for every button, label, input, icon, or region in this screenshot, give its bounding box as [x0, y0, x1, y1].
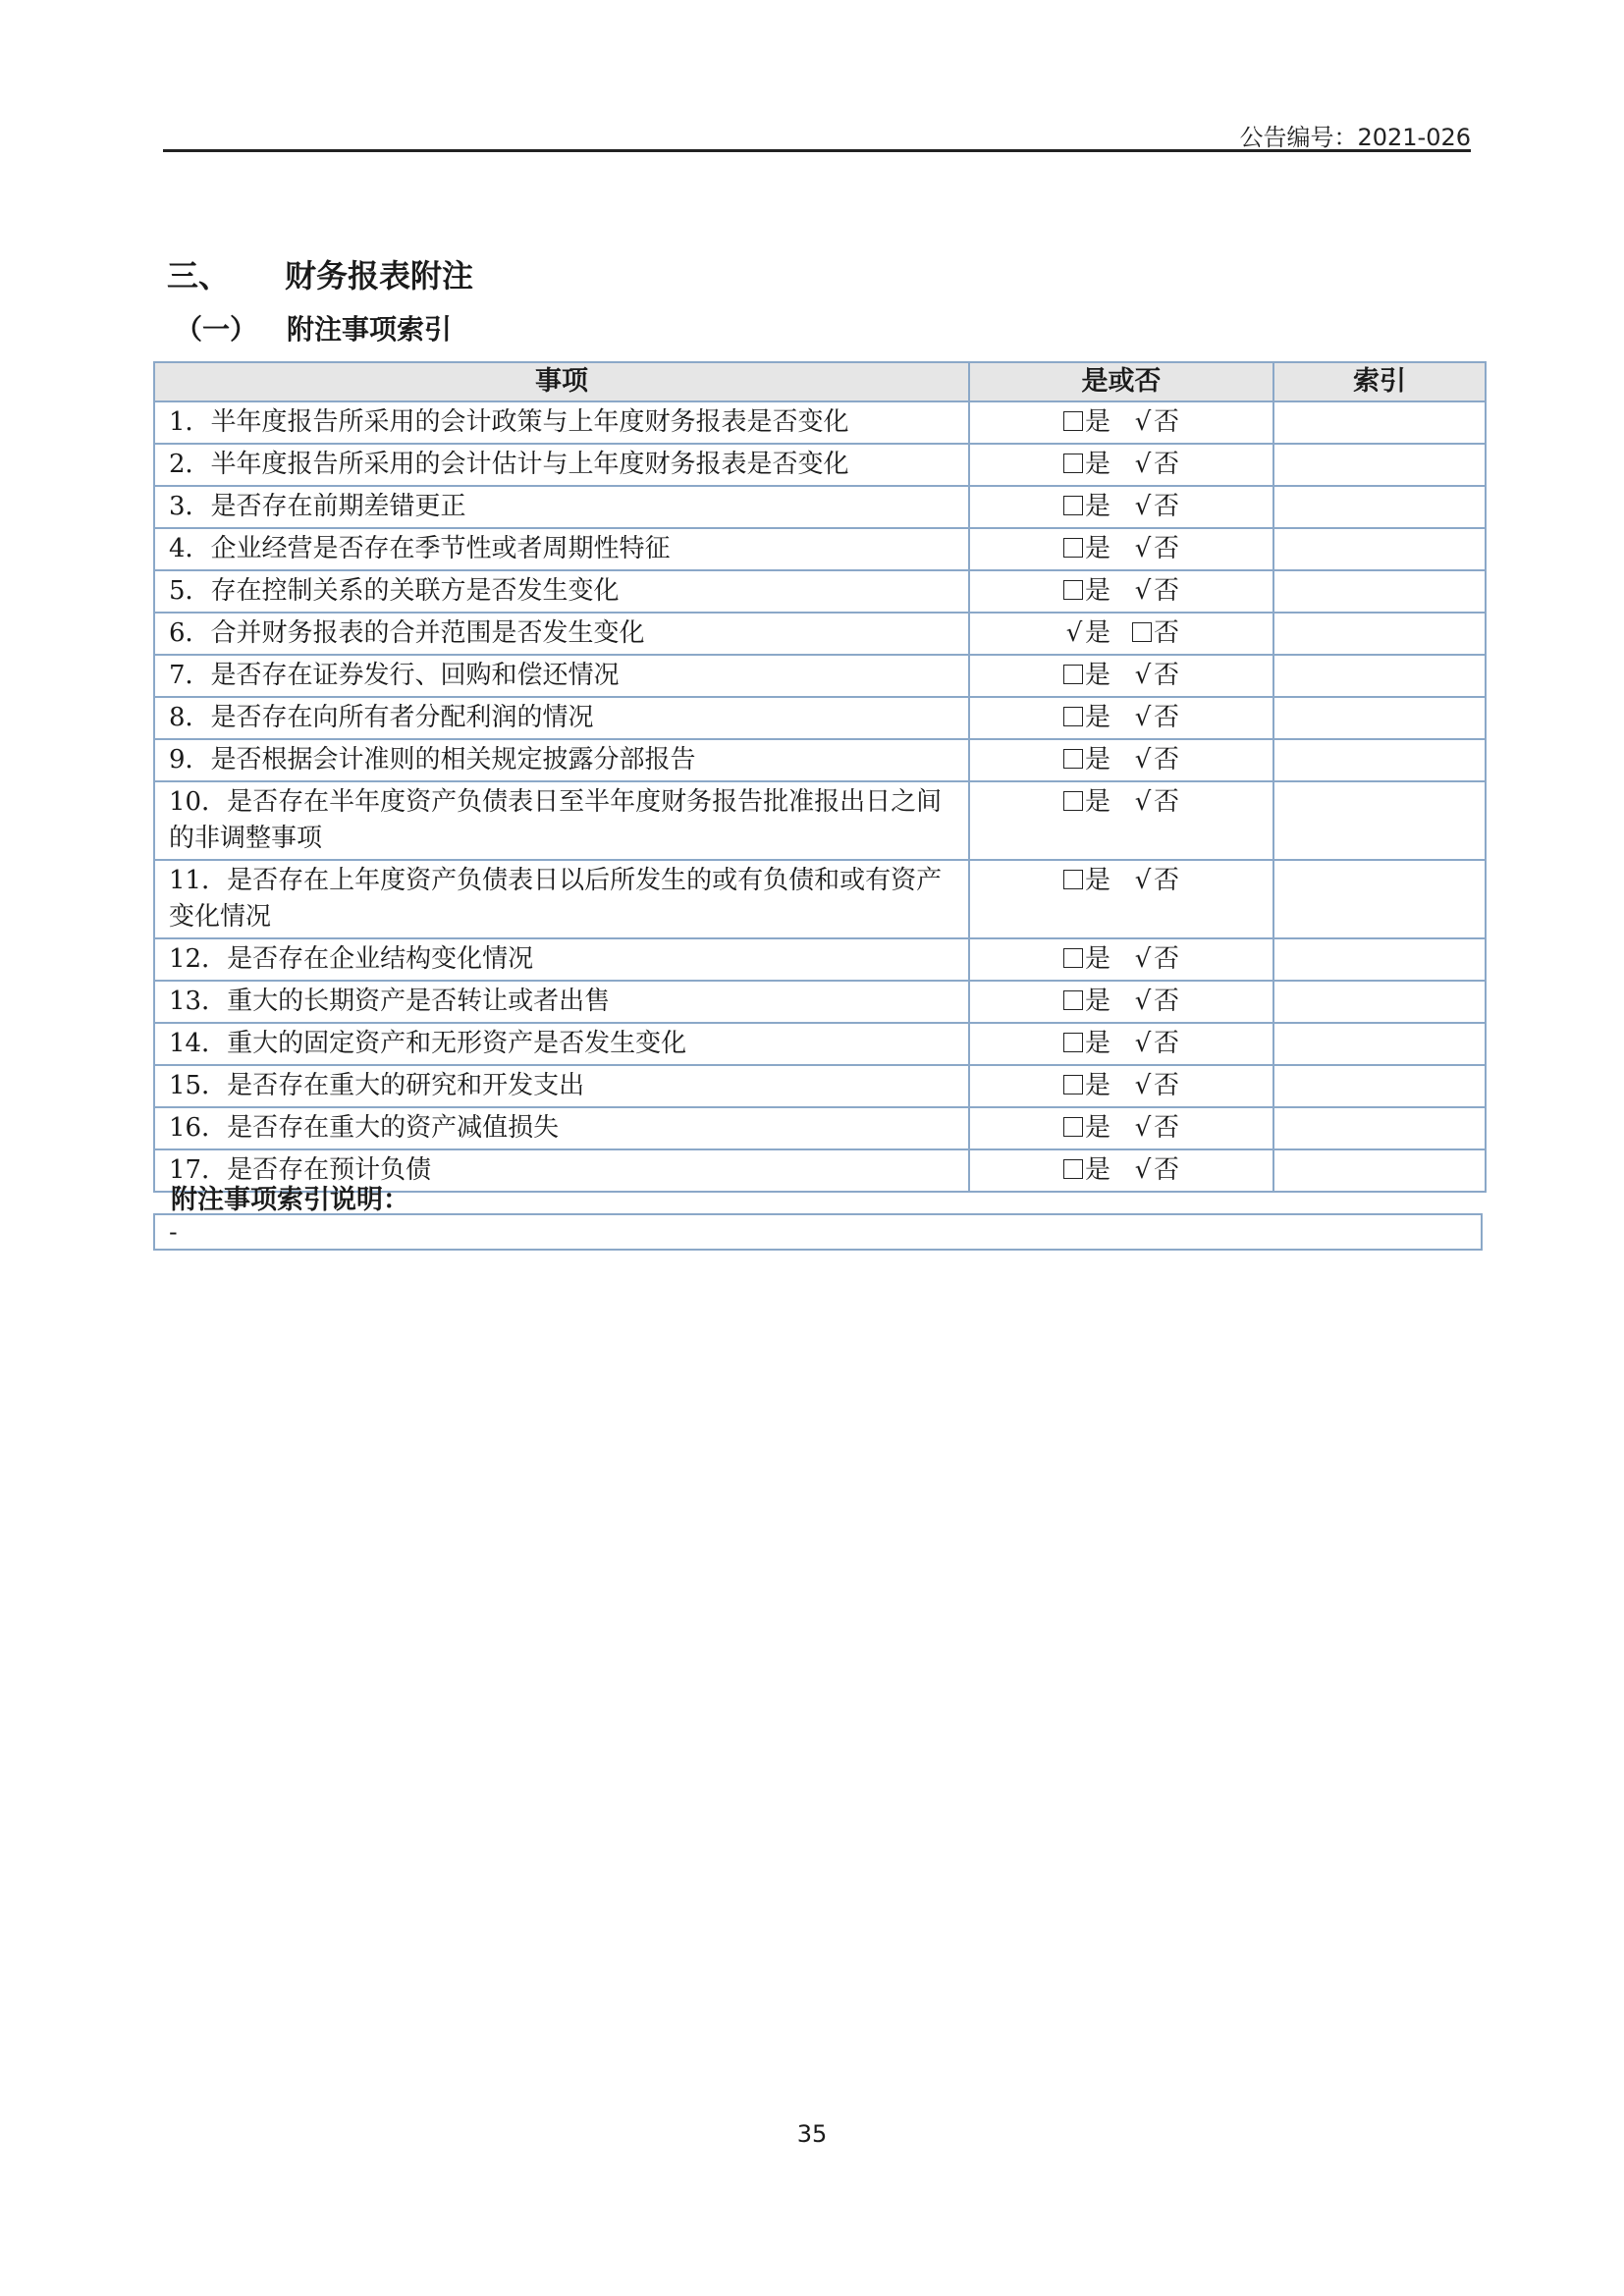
- row-item-text: 7．是否存在证券发行、回购和偿还情况: [154, 655, 969, 697]
- row-item-text: 16．是否存在重大的资产减值损失: [154, 1107, 969, 1149]
- table-row: [154, 697, 1486, 739]
- empty-checkbox-icon: [1063, 1075, 1083, 1095]
- empty-checkbox-icon: [1063, 665, 1083, 684]
- yes-label: 是: [1084, 450, 1110, 479]
- yes-label: 是: [1084, 576, 1110, 606]
- no-label: 否: [1154, 1071, 1180, 1100]
- check-mark-icon: √: [1134, 534, 1152, 563]
- table-row: [154, 570, 1486, 613]
- row-item-text: 17．是否存在预计负债: [154, 1149, 969, 1192]
- row-item-text: 4．企业经营是否存在季节性或者周期性特征: [154, 528, 969, 570]
- check-mark-icon: √: [1134, 1029, 1152, 1058]
- no-label: 否: [1154, 492, 1180, 521]
- no-label: 否: [1154, 1113, 1180, 1143]
- section-number: 三、: [167, 257, 231, 294]
- yes-label: 是: [1084, 661, 1110, 690]
- no-label: 否: [1154, 987, 1180, 1016]
- no-label: 否: [1154, 576, 1180, 606]
- yes-label: 是: [1084, 987, 1110, 1016]
- empty-checkbox-icon: [1063, 707, 1083, 726]
- row-item-text: 9．是否根据会计准则的相关规定披露分部报告: [154, 739, 969, 781]
- row-item-text: 15．是否存在重大的研究和开发支出: [154, 1065, 969, 1107]
- row-index: [1273, 1107, 1486, 1149]
- row-index: [1273, 613, 1486, 655]
- header-divider: [163, 149, 1471, 152]
- check-mark-icon: √: [1134, 866, 1152, 895]
- row-yes-no: [969, 655, 1273, 697]
- check-mark-icon: √: [1134, 787, 1152, 817]
- page-number: 35: [796, 2120, 828, 2148]
- no-label: 否: [1154, 944, 1180, 974]
- check-mark-icon: √: [1134, 745, 1152, 774]
- row-yes-no: [969, 1023, 1273, 1065]
- table-row: [154, 528, 1486, 570]
- row-item-text: 12．是否存在企业结构变化情况: [154, 938, 969, 981]
- row-yes-no: [969, 613, 1273, 655]
- row-yes-no: [969, 860, 1273, 938]
- empty-checkbox-icon: [1063, 791, 1083, 811]
- notes-index-table: [153, 361, 1487, 1193]
- check-mark-icon: √: [1134, 703, 1152, 732]
- row-item-text: 13．重大的长期资产是否转让或者出售: [154, 981, 969, 1023]
- row-yes-no: [969, 739, 1273, 781]
- check-mark-icon: √: [1134, 987, 1152, 1016]
- row-index: [1273, 1149, 1486, 1192]
- table-row: [154, 981, 1486, 1023]
- check-mark-icon: √: [1134, 944, 1152, 974]
- row-yes-no: [969, 486, 1273, 528]
- check-mark-icon: √: [1134, 1113, 1152, 1143]
- subsection-title-text: 附注事项索引: [287, 313, 453, 346]
- no-label: 否: [1154, 661, 1180, 690]
- row-index: [1273, 1065, 1486, 1107]
- section-title: [167, 251, 473, 296]
- header-index: 索引: [1273, 362, 1486, 401]
- row-index: [1273, 981, 1486, 1023]
- row-index: [1273, 1023, 1486, 1065]
- yes-label: 是: [1084, 866, 1110, 895]
- row-index: [1273, 938, 1486, 981]
- row-item-text: 2．半年度报告所采用的会计估计与上年度财务报表是否变化: [154, 444, 969, 486]
- table-row: [154, 655, 1486, 697]
- announcement-number: 公告编号：2021-026: [1239, 124, 1471, 151]
- yes-label: 是: [1084, 1029, 1110, 1058]
- empty-checkbox-icon: [1063, 870, 1083, 889]
- row-yes-no: [969, 444, 1273, 486]
- row-index: [1273, 860, 1486, 938]
- table-row: [154, 1107, 1486, 1149]
- row-yes-no: [969, 1149, 1273, 1192]
- empty-checkbox-icon: [1063, 1033, 1083, 1052]
- no-label: 否: [1154, 1029, 1180, 1058]
- empty-checkbox-icon: [1063, 580, 1083, 600]
- row-yes-no: [969, 938, 1273, 981]
- yes-label: 是: [1084, 1155, 1110, 1185]
- table-row: [154, 444, 1486, 486]
- header-item: 事项: [154, 362, 969, 401]
- check-mark-icon: √: [1134, 450, 1152, 479]
- row-index: [1273, 486, 1486, 528]
- row-index: [1273, 739, 1486, 781]
- row-index: [1273, 655, 1486, 697]
- row-yes-no: [969, 697, 1273, 739]
- yes-label: 是: [1084, 492, 1110, 521]
- table-body: [154, 401, 1486, 1192]
- empty-checkbox-icon: [1063, 496, 1083, 515]
- no-label: 否: [1154, 534, 1180, 563]
- no-label: 否: [1154, 866, 1180, 895]
- table-row: [154, 401, 1486, 444]
- section-title-text: 财务报表附注: [285, 257, 474, 294]
- row-yes-no: [969, 570, 1273, 613]
- table-row: [154, 1065, 1486, 1107]
- yes-label: 是: [1084, 703, 1110, 732]
- subsection-title: [175, 308, 452, 347]
- check-mark-icon: √: [1134, 576, 1152, 606]
- row-yes-no: [969, 1107, 1273, 1149]
- row-index: [1273, 781, 1486, 860]
- yes-label: 是: [1084, 1113, 1110, 1143]
- row-item-text: 11．是否存在上年度资产负债表日以后所发生的或有负债和或有资产变化情况: [154, 860, 969, 938]
- no-label: 否: [1154, 787, 1180, 817]
- row-item-text: 10．是否存在半年度资产负债表日至半年度财务报告批准报出日之间的非调整事项: [154, 781, 969, 860]
- check-mark-icon: √: [1134, 407, 1152, 437]
- no-label: 否: [1154, 745, 1180, 774]
- table-row: [154, 781, 1486, 860]
- empty-checkbox-icon: [1063, 749, 1083, 769]
- row-item-text: 8．是否存在向所有者分配利润的情况: [154, 697, 969, 739]
- no-label: 否: [1154, 618, 1180, 648]
- table-row: [154, 613, 1486, 655]
- row-item-text: 3．是否存在前期差错更正: [154, 486, 969, 528]
- empty-checkbox-icon: [1132, 622, 1152, 642]
- yes-label: 是: [1084, 1071, 1110, 1100]
- row-yes-no: [969, 528, 1273, 570]
- row-item-text: 6．合并财务报表的合并范围是否发生变化: [154, 613, 969, 655]
- empty-checkbox-icon: [1063, 538, 1083, 558]
- no-label: 否: [1154, 407, 1180, 437]
- yes-label: 是: [1084, 745, 1110, 774]
- row-item-text: 5．存在控制关系的关联方是否发生变化: [154, 570, 969, 613]
- table-row: [154, 739, 1486, 781]
- yes-label: 是: [1084, 534, 1110, 563]
- yes-label: 是: [1084, 944, 1110, 974]
- table-row: [154, 860, 1486, 938]
- header-yes-no: 是或否: [969, 362, 1273, 401]
- empty-checkbox-icon: [1063, 1117, 1083, 1137]
- row-item-text: 14．重大的固定资产和无形资产是否发生变化: [154, 1023, 969, 1065]
- row-index: [1273, 528, 1486, 570]
- row-yes-no: [969, 781, 1273, 860]
- yes-label: 是: [1084, 787, 1110, 817]
- row-index: [1273, 401, 1486, 444]
- no-label: 否: [1154, 450, 1180, 479]
- table-header-row: [154, 362, 1486, 401]
- yes-label: 是: [1084, 618, 1110, 648]
- note-title: 附注事项索引说明：: [171, 1185, 409, 1215]
- check-mark-icon: √: [1065, 618, 1083, 648]
- note-content-box: -: [153, 1213, 1483, 1251]
- row-index: [1273, 697, 1486, 739]
- row-index: [1273, 444, 1486, 486]
- no-label: 否: [1154, 1155, 1180, 1185]
- row-index: [1273, 570, 1486, 613]
- empty-checkbox-icon: [1063, 411, 1083, 431]
- empty-checkbox-icon: [1063, 1159, 1083, 1179]
- table-row: [154, 1023, 1486, 1065]
- subsection-number: （一）: [175, 313, 258, 346]
- no-label: 否: [1154, 703, 1180, 732]
- check-mark-icon: √: [1134, 661, 1152, 690]
- row-yes-no: [969, 401, 1273, 444]
- table-row: [154, 938, 1486, 981]
- table-row: [154, 486, 1486, 528]
- row-item-text: 1．半年度报告所采用的会计政策与上年度财务报表是否变化: [154, 401, 969, 444]
- empty-checkbox-icon: [1063, 990, 1083, 1010]
- check-mark-icon: √: [1134, 492, 1152, 521]
- empty-checkbox-icon: [1063, 454, 1083, 473]
- check-mark-icon: √: [1134, 1071, 1152, 1100]
- row-yes-no: [969, 981, 1273, 1023]
- yes-label: 是: [1084, 407, 1110, 437]
- empty-checkbox-icon: [1063, 948, 1083, 968]
- row-yes-no: [969, 1065, 1273, 1107]
- check-mark-icon: √: [1134, 1155, 1152, 1185]
